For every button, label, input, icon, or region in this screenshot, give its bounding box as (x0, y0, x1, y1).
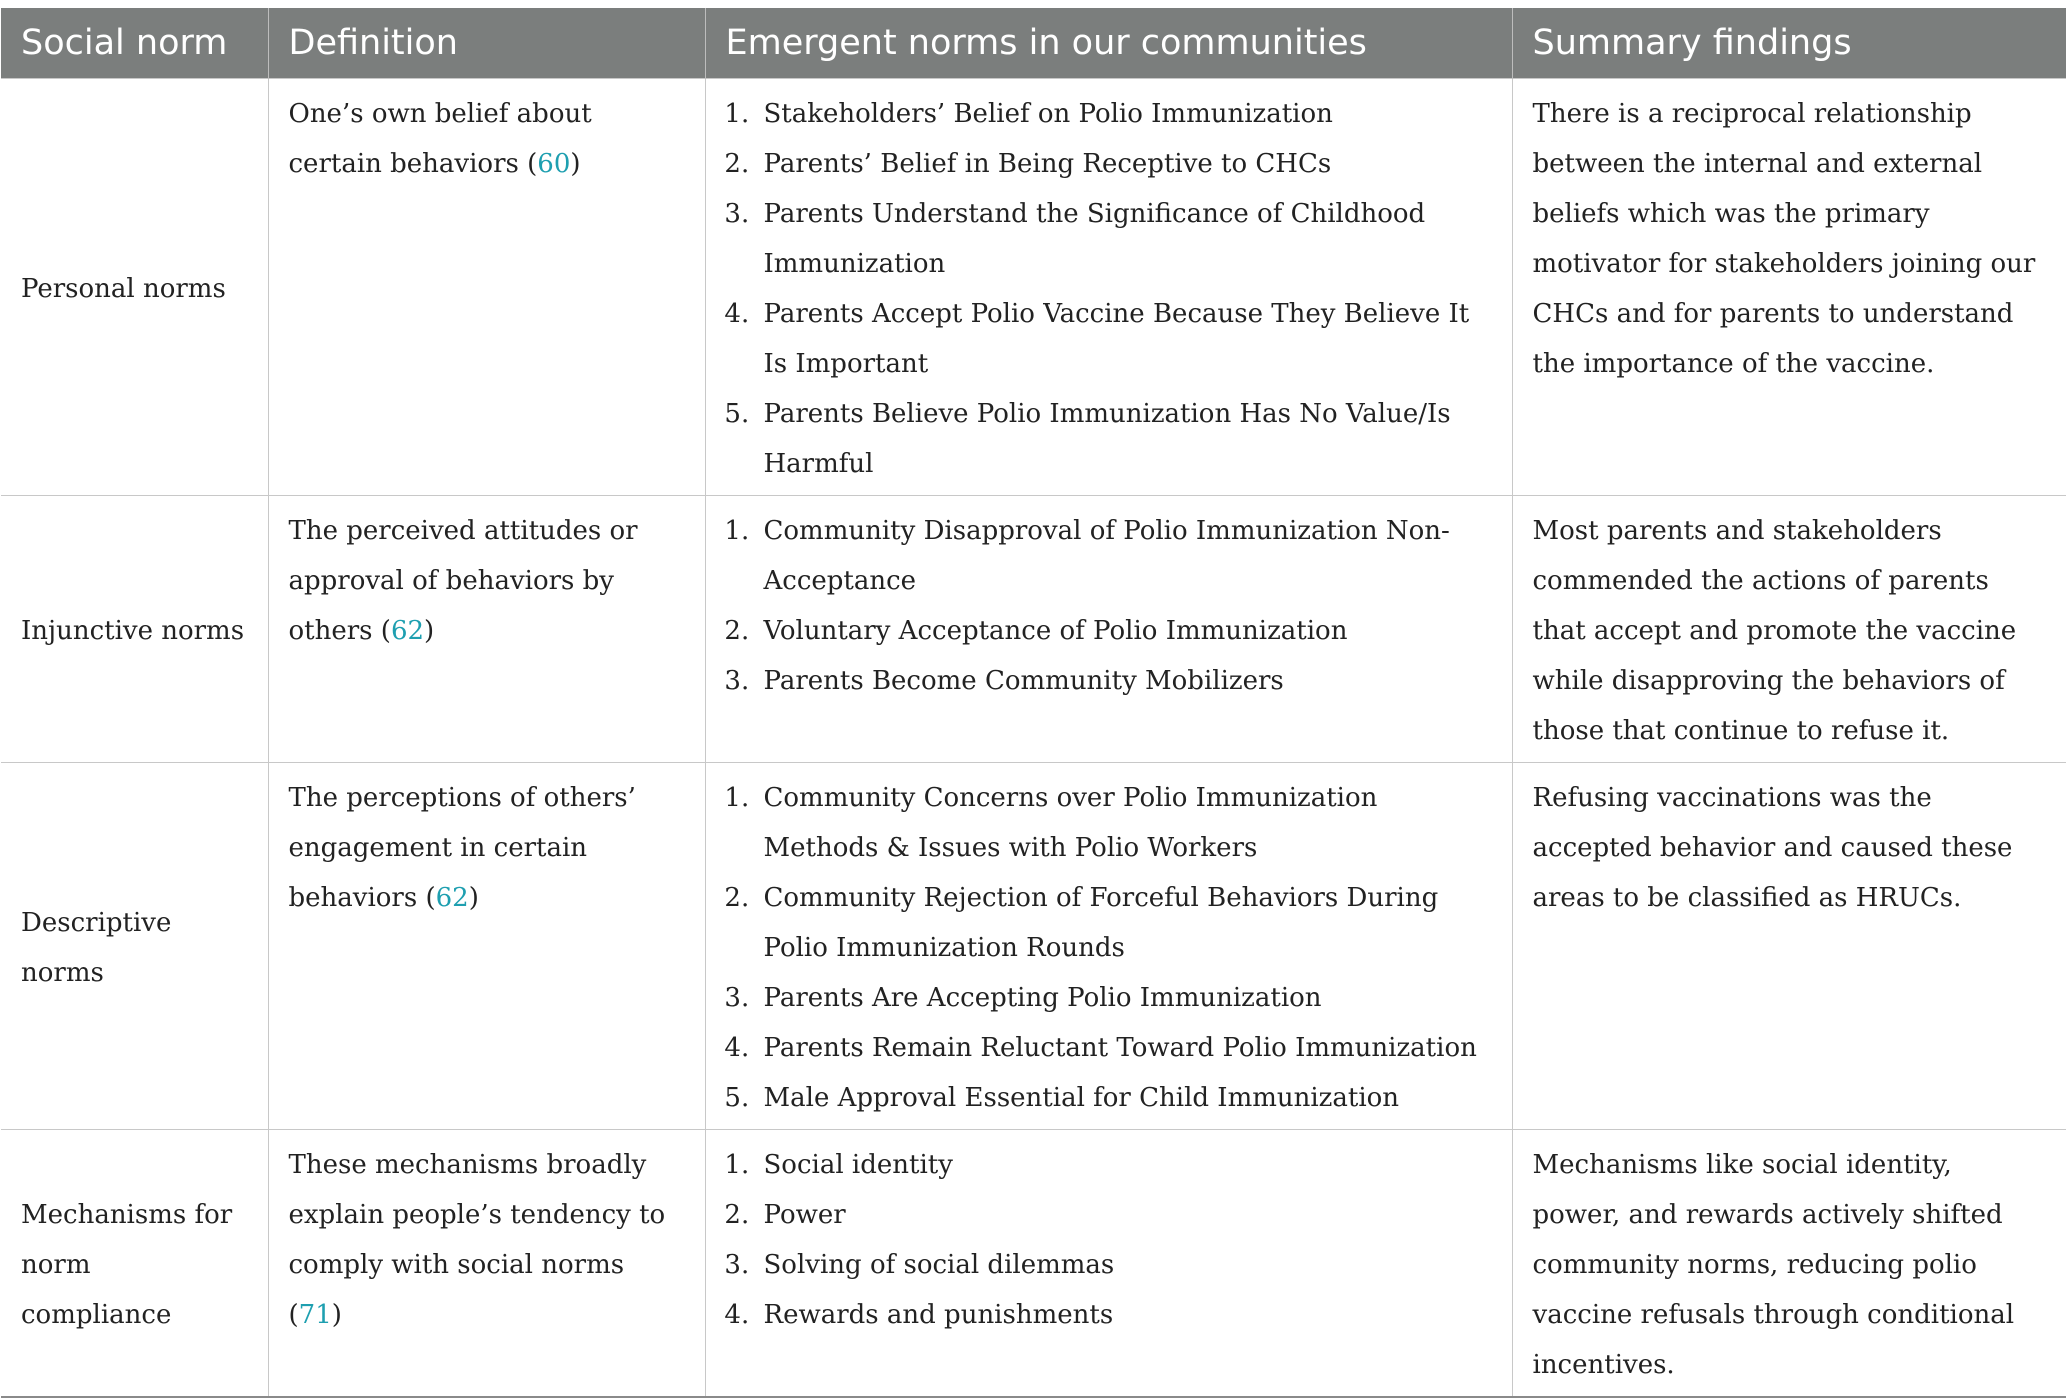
list-item: 5. Male Approval Essential for Child Immunization (758, 1073, 1492, 1123)
list-item: 5. Parents Believe Polio Immunization Has No Value/Is Harmful (758, 389, 1492, 489)
summary-cell: Mechanisms like social identity, power, and rewards actively shifted community norms, reducing polio vaccine refusals through conditional incentives. (1512, 1130, 2066, 1398)
reference-link[interactable]: 60 (537, 149, 571, 179)
list-item: 3. Solving of social dilemmas (758, 1240, 1492, 1290)
norm-cell: Injunctive norms (1, 496, 268, 763)
reference-link[interactable]: 62 (435, 883, 469, 913)
list-item: 1. Stakeholders’ Belief on Polio Immunization (758, 89, 1492, 139)
norm-cell: Mechanisms for norm compliance (1, 1130, 268, 1398)
header-emergent-norms: Emergent norms in our communities (705, 8, 1512, 79)
definition-text: One’s own belief about certain behaviors (288, 99, 592, 179)
summary-cell: Refusing vaccinations was the accepted behavior and caused these areas to be classified as HRUCs. (1512, 763, 2066, 1130)
norm-cell: Descriptive norms (1, 763, 268, 1130)
list-item: 2. Community Rejection of Forceful Behaviors During Polio Immunization Rounds (758, 873, 1492, 973)
definition-text: The perceptions of others’ engagement in certain behaviors (288, 783, 636, 913)
list-item: 1. Community Disapproval of Polio Immunization Non-Acceptance (758, 506, 1492, 606)
reference-link[interactable]: 71 (298, 1300, 332, 1330)
definition-cell: The perceived attitudes or approval of behaviors by others (62) (268, 496, 705, 763)
header-row (1, 8, 2066, 79)
table-row (1, 763, 2066, 1130)
definition-cell: One’s own belief about certain behaviors (60) (268, 79, 705, 496)
header-definition: Definition (268, 8, 705, 79)
emergent-norms-list (726, 506, 1492, 706)
list-item: 4. Rewards and punishments (758, 1290, 1492, 1340)
emergent-norms-cell (705, 79, 1512, 496)
emergent-norms-cell (705, 496, 1512, 763)
emergent-norms-list (726, 773, 1492, 1123)
list-item: 2. Power (758, 1190, 1492, 1240)
summary-cell: There is a reciprocal relationship between the internal and external beliefs which was the primary motivator for stakeholders joining our CHCs and for parents to understand the importance of the vaccine. (1512, 79, 2066, 496)
social-norms-table (1, 8, 2066, 1398)
definition-cell: These mechanisms broadly explain people’s tendency to comply with social norms (71) (268, 1130, 705, 1398)
emergent-norms-cell (705, 763, 1512, 1130)
list-item: 4. Parents Accept Polio Vaccine Because They Believe It Is Important (758, 289, 1492, 389)
list-item: 4. Parents Remain Reluctant Toward Polio Immunization (758, 1023, 1492, 1073)
list-item: 1. Community Concerns over Polio Immunization Methods & Issues with Polio Workers (758, 773, 1492, 873)
table-row (1, 79, 2066, 496)
norm-cell: Personal norms (1, 79, 268, 496)
list-item: 1. Social identity (758, 1140, 1492, 1190)
summary-cell: Most parents and stakeholders commended the actions of parents that accept and promote the vaccine while disapproving the behaviors of those that continue to refuse it. (1512, 496, 2066, 763)
header-social-norm: Social norm (1, 8, 268, 79)
definition-cell: The perceptions of others’ engagement in certain behaviors (62) (268, 763, 705, 1130)
list-item: 3. Parents Understand the Significance of Childhood Immunization (758, 189, 1492, 289)
list-item: 2. Parents’ Belief in Being Receptive to CHCs (758, 139, 1492, 189)
list-item: 2. Voluntary Acceptance of Polio Immunization (758, 606, 1492, 656)
list-item: 3. Parents Become Community Mobilizers (758, 656, 1492, 706)
table-row (1, 1130, 2066, 1398)
emergent-norms-cell (705, 1130, 1512, 1398)
list-item: 3. Parents Are Accepting Polio Immunization (758, 973, 1492, 1023)
table-row (1, 496, 2066, 763)
definition-text: These mechanisms broadly explain people’s tendency to comply with social norms (288, 1150, 666, 1280)
header-summary-findings: Summary findings (1512, 8, 2066, 79)
emergent-norms-list (726, 1140, 1492, 1340)
emergent-norms-list (726, 89, 1492, 489)
definition-text: The perceived attitudes or approval of behaviors by others (288, 516, 638, 646)
reference-link[interactable]: 62 (390, 616, 425, 646)
